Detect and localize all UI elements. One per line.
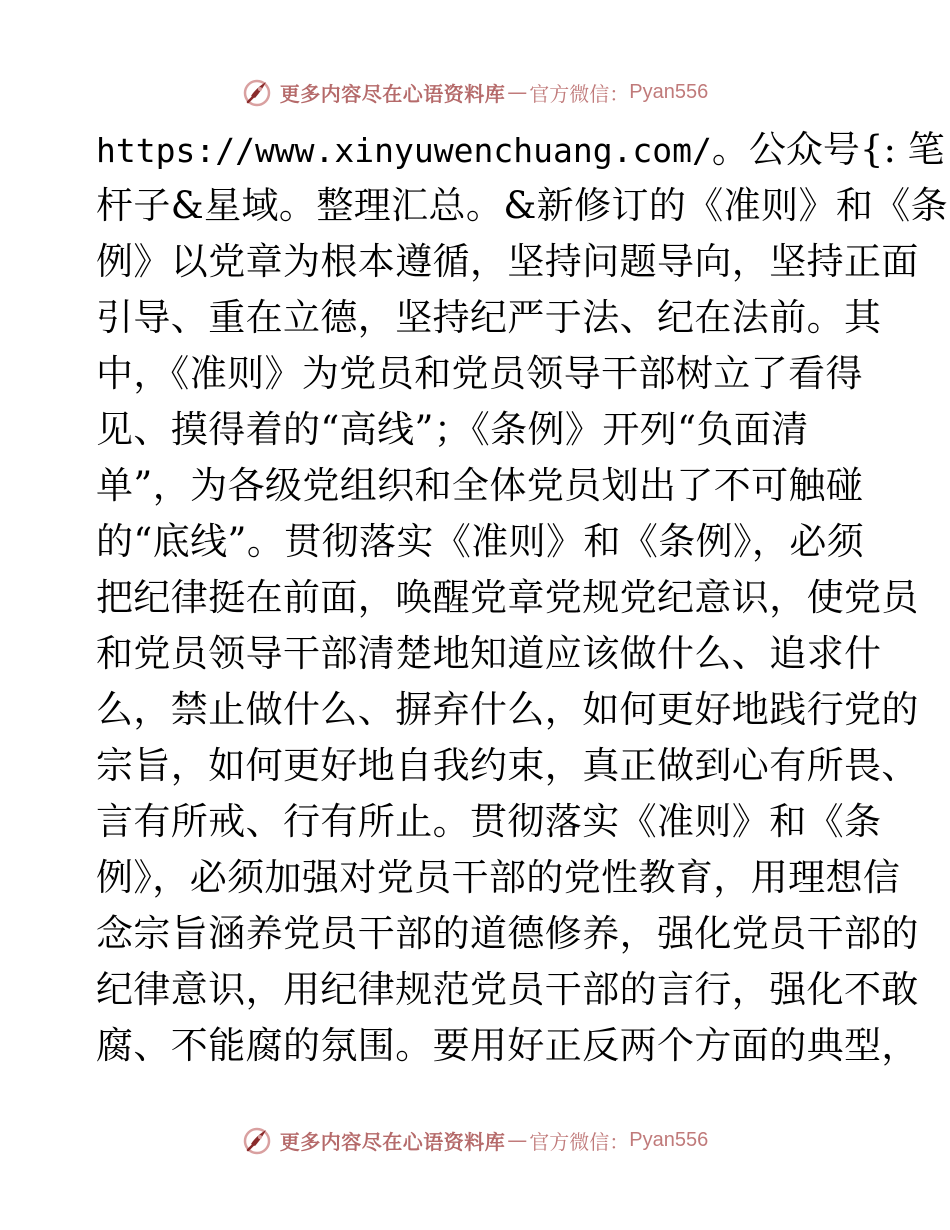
- body-line: 引导、重在立德，坚持纪严于法、纪在法前。其: [96, 296, 882, 339]
- body-line: 杆子&星域。整理汇总。&新修订的《准则》和《条: [96, 184, 949, 227]
- body-line: 把纪律挺在前面，唤醒党章党规党纪意识，使党员: [96, 576, 919, 619]
- body-line: 例》，必须加强对党员干部的党性教育，用理想信: [96, 856, 901, 899]
- body-line: 言有所戒、行有所止。贯彻落实《准则》和《条: [96, 800, 882, 843]
- body-line: 例》以党章为根本遵循，坚持问题导向，坚持正面: [96, 240, 919, 283]
- body-line: 中，《准则》为党员和党员领导干部树立了看得: [96, 352, 863, 395]
- body-line-text: 。公众号{: 笔: [711, 128, 945, 171]
- header-banner: [0, 72, 950, 112]
- body-line: 见、摸得着的“高线”；《条例》开列“负面清: [96, 408, 809, 451]
- body-line: 念宗旨涵养党员干部的道德修养，强化党员干部的: [96, 912, 919, 955]
- body-line: 么，禁止做什么、摒弃什么，如何更好地践行党的: [96, 688, 919, 731]
- body-line: [96, 122, 945, 178]
- banner-brand-text: 更多内容尽在心语资料库: [279, 1129, 506, 1154]
- pen-circle-logo-icon: [242, 1124, 274, 1156]
- footer-banner: [0, 1120, 950, 1160]
- document-body: [96, 122, 949, 1074]
- banner-wechat-id: Pyan556: [629, 1128, 709, 1151]
- banner-brand-text: 更多内容尽在心语资料库: [279, 81, 506, 106]
- website-url: https://www.xinyuwenchuang.com/: [96, 131, 712, 170]
- body-line: 纪律意识，用纪律规范党员干部的言行，强化不敢: [96, 968, 919, 1011]
- body-line: 腐、不能腐的氛围。要用好正反两个方面的典型，: [96, 1024, 919, 1067]
- pen-circle-logo-icon: [242, 76, 274, 108]
- banner-dash: —: [507, 80, 528, 104]
- banner-dash: —: [507, 1128, 528, 1152]
- banner-wechat-id: Pyan556: [629, 80, 709, 103]
- banner-official-label: 官方微信：: [529, 1129, 630, 1154]
- body-line: 和党员领导干部清楚地知道应该做什么、追求什: [96, 632, 882, 675]
- body-line: 的“底线”。贯彻落实《准则》和《条例》，必须: [96, 520, 865, 563]
- banner-official-label: 官方微信：: [529, 81, 630, 106]
- body-line: 单”，为各级党组织和全体党员划出了不可触碰: [96, 464, 864, 507]
- body-line: 宗旨，如何更好地自我约束，真正做到心有所畏、: [96, 744, 919, 787]
